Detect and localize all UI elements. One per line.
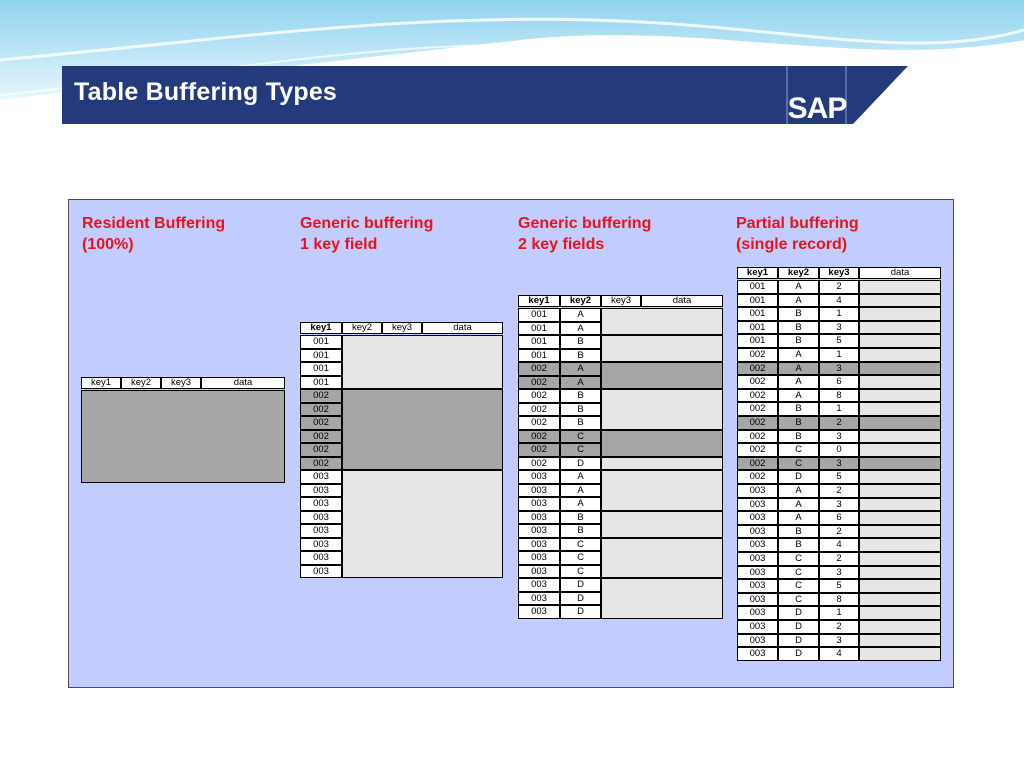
column-heading-partial xyxy=(736,213,859,255)
record-data-cell xyxy=(859,348,941,362)
key-cell: 001 xyxy=(300,335,342,349)
key-cell: B xyxy=(778,525,819,539)
key-cell: A xyxy=(778,498,819,512)
key-cell: 003 xyxy=(300,497,342,511)
record-data-cell xyxy=(859,552,941,566)
header-key3: key3 xyxy=(382,322,422,334)
key-cell: A xyxy=(778,294,819,308)
key-cell: 002 xyxy=(737,457,778,471)
key-cell: B xyxy=(778,334,819,348)
key-cell: D xyxy=(778,470,819,484)
key-cell: 5 xyxy=(819,334,859,348)
record-data-cell xyxy=(859,389,941,403)
record-data-cell xyxy=(859,579,941,593)
key-cell: A xyxy=(778,511,819,525)
key-cell: 003 xyxy=(518,497,560,511)
heading-line: Generic buffering xyxy=(518,215,652,232)
record-data-cell xyxy=(859,634,941,648)
heading-line: 1 key field xyxy=(300,236,378,253)
key-cell: 001 xyxy=(518,322,560,336)
key-cell: 001 xyxy=(737,307,778,321)
key-cell: 003 xyxy=(737,647,778,661)
key-cell: 002 xyxy=(300,403,342,417)
key-cell: 003 xyxy=(518,565,560,579)
key-cell: C xyxy=(778,552,819,566)
key-cell: 003 xyxy=(300,470,342,484)
record-data-cell xyxy=(859,457,941,471)
key-cell: 3 xyxy=(819,498,859,512)
key-cell: 2 xyxy=(819,416,859,430)
key-cell: 002 xyxy=(737,430,778,444)
key-cell: C xyxy=(778,579,819,593)
key-cell: A xyxy=(778,348,819,362)
key-cell: C xyxy=(560,538,601,552)
buffer-group xyxy=(601,335,723,362)
header-key3: key3 xyxy=(161,377,201,389)
key-cell: 002 xyxy=(737,389,778,403)
key-cell: D xyxy=(778,620,819,634)
buffer-group xyxy=(601,308,723,335)
key-cell: 002 xyxy=(300,443,342,457)
record-data-cell xyxy=(859,511,941,525)
key-cell: 002 xyxy=(518,362,560,376)
key-cell: 001 xyxy=(300,376,342,390)
key-cell: 1 xyxy=(819,402,859,416)
key-cell: 001 xyxy=(737,321,778,335)
key-cell: B xyxy=(778,307,819,321)
key-cell: 002 xyxy=(737,443,778,457)
key-cell: 003 xyxy=(518,470,560,484)
key-cell: C xyxy=(560,430,601,444)
key-cell: A xyxy=(560,376,601,390)
key-cell: 003 xyxy=(518,484,560,498)
key-cell: 001 xyxy=(737,280,778,294)
key-cell: 001 xyxy=(737,294,778,308)
key-cell: 2 xyxy=(819,620,859,634)
buffer-group xyxy=(601,362,723,389)
header-key1: key1 xyxy=(737,267,778,279)
key-cell: D xyxy=(560,578,601,592)
record-data-cell xyxy=(859,307,941,321)
key-cell: 1 xyxy=(819,348,859,362)
key-cell: B xyxy=(778,402,819,416)
record-data-cell xyxy=(859,362,941,376)
key-cell: 002 xyxy=(300,457,342,471)
heading-line: (single record) xyxy=(736,236,848,253)
heading-line: (100%) xyxy=(82,236,134,253)
key-cell: 6 xyxy=(819,511,859,525)
key-cell: A xyxy=(560,497,601,511)
header-data: data xyxy=(201,377,285,389)
key-cell: 002 xyxy=(737,416,778,430)
key-cell: 002 xyxy=(518,403,560,417)
header-key2: key2 xyxy=(342,322,382,334)
key-cell: B xyxy=(560,349,601,363)
key-cell: A xyxy=(778,484,819,498)
heading-line: 2 key fields xyxy=(518,236,605,253)
header-key2: key2 xyxy=(121,377,161,389)
header-key3: key3 xyxy=(601,295,641,307)
key-cell: B xyxy=(778,538,819,552)
buffer-group xyxy=(342,335,503,389)
key-cell: A xyxy=(778,375,819,389)
buffer-group xyxy=(601,470,723,511)
key-cell: B xyxy=(560,403,601,417)
key-cell: 2 xyxy=(819,552,859,566)
record-data-cell xyxy=(859,375,941,389)
key-cell: 002 xyxy=(737,348,778,362)
heading-line: Resident Buffering xyxy=(82,215,226,232)
key-cell: A xyxy=(778,362,819,376)
key-cell: 4 xyxy=(819,538,859,552)
key-cell: C xyxy=(560,443,601,457)
key-cell: 001 xyxy=(737,334,778,348)
key-cell: 003 xyxy=(518,592,560,606)
key-cell: 003 xyxy=(737,579,778,593)
key-cell: 8 xyxy=(819,389,859,403)
record-data-cell xyxy=(859,593,941,607)
key-cell: D xyxy=(778,634,819,648)
sap-logo: SAP xyxy=(787,92,847,125)
key-cell: 002 xyxy=(518,389,560,403)
key-cell: A xyxy=(778,389,819,403)
buffer-group xyxy=(342,470,503,578)
key-cell: C xyxy=(778,457,819,471)
key-cell: 003 xyxy=(737,566,778,580)
key-cell: B xyxy=(778,321,819,335)
key-cell: B xyxy=(560,389,601,403)
buffer-group xyxy=(601,430,723,457)
key-cell: B xyxy=(560,416,601,430)
key-cell: C xyxy=(778,443,819,457)
key-cell: 3 xyxy=(819,321,859,335)
header-data: data xyxy=(641,295,723,307)
key-cell: 3 xyxy=(819,457,859,471)
key-cell: 002 xyxy=(737,470,778,484)
buffered-block xyxy=(81,390,285,483)
header-data: data xyxy=(422,322,503,334)
key-cell: 002 xyxy=(300,416,342,430)
key-cell: 001 xyxy=(518,349,560,363)
record-data-cell xyxy=(859,402,941,416)
key-cell: A xyxy=(560,362,601,376)
key-cell: 5 xyxy=(819,470,859,484)
header-key3: key3 xyxy=(819,267,859,279)
key-cell: 1 xyxy=(819,307,859,321)
key-cell: 001 xyxy=(300,362,342,376)
key-cell: 002 xyxy=(737,362,778,376)
key-cell: 2 xyxy=(819,525,859,539)
key-cell: A xyxy=(560,484,601,498)
key-cell: 003 xyxy=(300,551,342,565)
heading-line: Generic buffering xyxy=(300,215,434,232)
key-cell: A xyxy=(560,308,601,322)
key-cell: 003 xyxy=(300,538,342,552)
column-heading-generic-2 xyxy=(518,213,651,255)
key-cell: 002 xyxy=(300,389,342,403)
record-data-cell xyxy=(859,280,941,294)
key-cell: 003 xyxy=(518,578,560,592)
record-data-cell xyxy=(859,538,941,552)
key-cell: 002 xyxy=(518,457,560,471)
key-cell: 3 xyxy=(819,634,859,648)
key-cell: 002 xyxy=(518,376,560,390)
header-key1: key1 xyxy=(300,322,342,334)
key-cell: C xyxy=(778,566,819,580)
key-cell: 003 xyxy=(518,524,560,538)
key-cell: C xyxy=(778,593,819,607)
key-cell: 1 xyxy=(819,606,859,620)
key-cell: 3 xyxy=(819,566,859,580)
header-key1: key1 xyxy=(518,295,560,307)
record-data-cell xyxy=(859,498,941,512)
record-data-cell xyxy=(859,443,941,457)
buffer-group xyxy=(601,538,723,579)
key-cell: 5 xyxy=(819,579,859,593)
buffer-group xyxy=(601,389,723,430)
key-cell: 003 xyxy=(737,498,778,512)
buffer-group xyxy=(601,457,723,471)
key-cell: 8 xyxy=(819,593,859,607)
key-cell: B xyxy=(560,511,601,525)
key-cell: A xyxy=(560,470,601,484)
key-cell: D xyxy=(560,592,601,606)
key-cell: 003 xyxy=(737,511,778,525)
record-data-cell xyxy=(859,294,941,308)
record-data-cell xyxy=(859,620,941,634)
key-cell: D xyxy=(778,647,819,661)
key-cell: 3 xyxy=(819,430,859,444)
key-cell: 4 xyxy=(819,294,859,308)
key-cell: 002 xyxy=(518,443,560,457)
record-data-cell xyxy=(859,334,941,348)
key-cell: C xyxy=(560,551,601,565)
key-cell: D xyxy=(778,606,819,620)
key-cell: 003 xyxy=(518,551,560,565)
record-data-cell xyxy=(859,566,941,580)
buffer-group xyxy=(601,511,723,538)
key-cell: D xyxy=(560,605,601,619)
header-key2: key2 xyxy=(560,295,601,307)
key-cell: 001 xyxy=(300,349,342,363)
key-cell: A xyxy=(560,322,601,336)
key-cell: 003 xyxy=(737,606,778,620)
key-cell: 6 xyxy=(819,375,859,389)
record-data-cell xyxy=(859,321,941,335)
key-cell: B xyxy=(778,416,819,430)
key-cell: 003 xyxy=(737,484,778,498)
header-key1: key1 xyxy=(81,377,121,389)
key-cell: 2 xyxy=(819,484,859,498)
key-cell: C xyxy=(560,565,601,579)
key-cell: 002 xyxy=(737,375,778,389)
record-data-cell xyxy=(859,484,941,498)
header-data: data xyxy=(859,267,941,279)
key-cell: 001 xyxy=(518,308,560,322)
key-cell: 003 xyxy=(737,593,778,607)
key-cell: 002 xyxy=(518,430,560,444)
key-cell: B xyxy=(778,430,819,444)
key-cell: 002 xyxy=(737,402,778,416)
key-cell: 002 xyxy=(300,430,342,444)
key-cell: 003 xyxy=(737,620,778,634)
record-data-cell xyxy=(859,430,941,444)
key-cell: 003 xyxy=(300,484,342,498)
record-data-cell xyxy=(859,525,941,539)
key-cell: 003 xyxy=(737,538,778,552)
key-cell: 003 xyxy=(737,634,778,648)
heading-line: Partial buffering xyxy=(736,215,859,232)
record-data-cell xyxy=(859,470,941,484)
record-data-cell xyxy=(859,416,941,430)
slide-title: Table Buffering Types xyxy=(74,78,338,106)
key-cell: 002 xyxy=(518,416,560,430)
key-cell: 003 xyxy=(300,565,342,579)
key-cell: 001 xyxy=(518,335,560,349)
key-cell: 003 xyxy=(300,511,342,525)
header-key2: key2 xyxy=(778,267,819,279)
key-cell: B xyxy=(560,335,601,349)
key-cell: 003 xyxy=(737,552,778,566)
key-cell: A xyxy=(778,280,819,294)
buffer-group xyxy=(342,389,503,470)
key-cell: D xyxy=(560,457,601,471)
key-cell: 2 xyxy=(819,280,859,294)
key-cell: 003 xyxy=(518,511,560,525)
key-cell: 003 xyxy=(518,538,560,552)
record-data-cell xyxy=(859,606,941,620)
key-cell: 3 xyxy=(819,362,859,376)
key-cell: B xyxy=(560,524,601,538)
buffer-group xyxy=(601,578,723,619)
record-data-cell xyxy=(859,647,941,661)
key-cell: 4 xyxy=(819,647,859,661)
column-heading-resident xyxy=(82,213,225,255)
key-cell: 0 xyxy=(819,443,859,457)
key-cell: 003 xyxy=(737,525,778,539)
column-heading-generic-1 xyxy=(300,213,433,255)
key-cell: 003 xyxy=(518,605,560,619)
key-cell: 003 xyxy=(300,524,342,538)
